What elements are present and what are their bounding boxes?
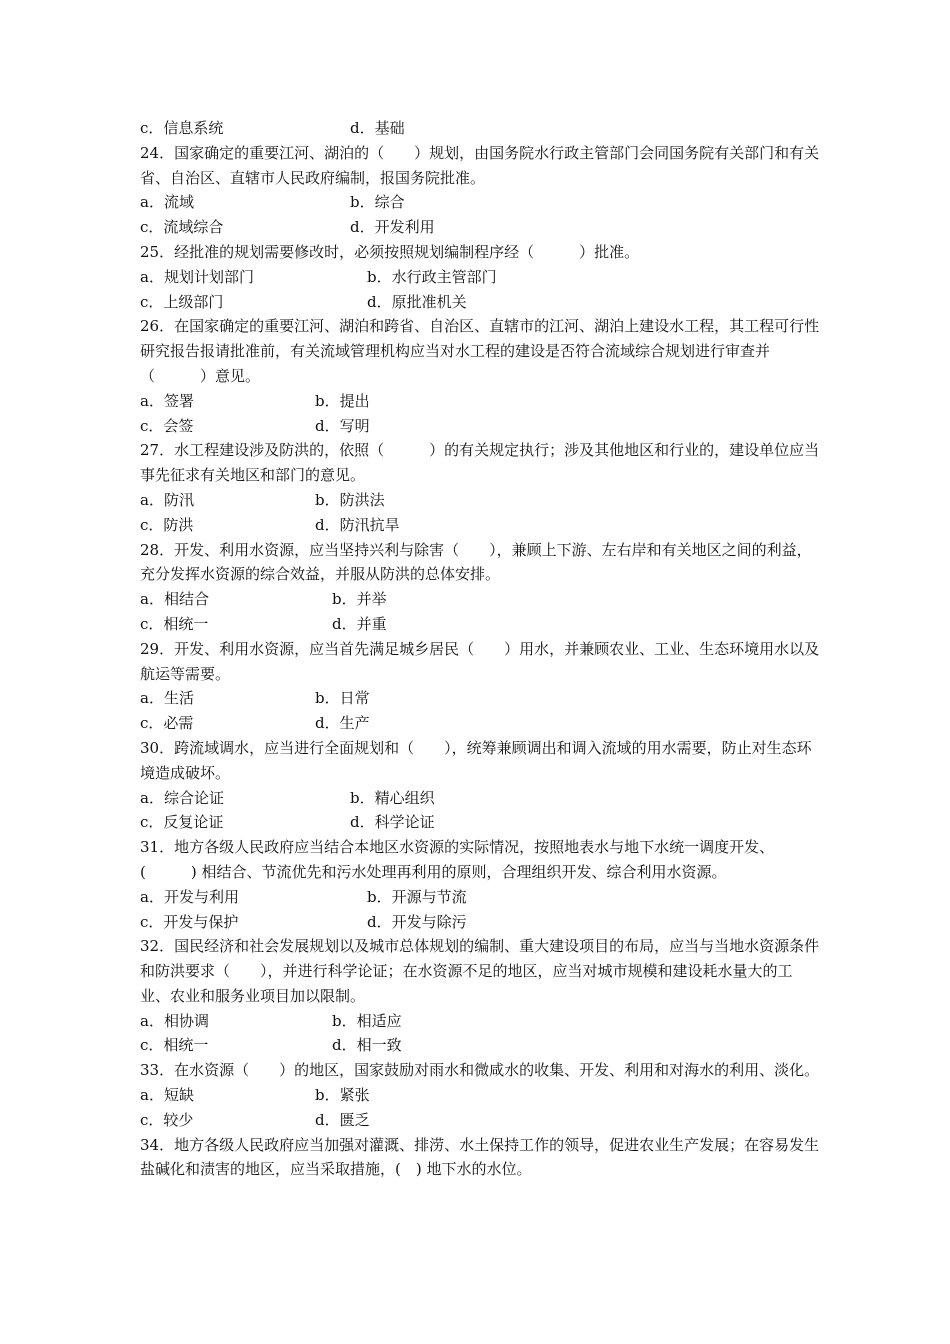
question-text: 29．开发、利用水资源，应当首先满足城乡居民（ ）用水，并兼顾农业、工业、生态环境用水以及航运等需要。 xyxy=(140,639,820,683)
option-right: d．相一致 xyxy=(332,1036,402,1055)
option-right: b．紧张 xyxy=(315,1086,370,1105)
option-right: b．防洪法 xyxy=(315,490,385,509)
option-row xyxy=(140,587,820,612)
question-list xyxy=(140,116,820,1182)
option-left: c．开发与保护 xyxy=(140,912,239,931)
option-left: a．开发与利用 xyxy=(140,887,239,906)
option-left: a．相结合 xyxy=(140,590,209,609)
option-left: a．短缺 xyxy=(140,1086,194,1105)
option-left: c．较少 xyxy=(140,1110,194,1129)
option-right: d．科学论证 xyxy=(350,813,435,832)
option-right: b．并举 xyxy=(332,590,387,609)
question-text: 27．水工程建设涉及防洪的，依照（ ）的有关规定执行；涉及其他地区和行业的，建设单位应当事先征求有关地区和部门的意见。 xyxy=(140,441,820,485)
option-right: d．原批准机关 xyxy=(367,292,467,311)
option-right: b．水行政主管部门 xyxy=(367,267,497,286)
option-left: c．上级部门 xyxy=(140,292,224,311)
option-row xyxy=(140,414,820,439)
option-left: c．反复论证 xyxy=(140,813,224,832)
option-row xyxy=(140,290,820,315)
option-row xyxy=(140,513,820,538)
question-text: 30．跨流域调水，应当进行全面规划和（ ），统筹兼顾调出和调入流域的用水需要，防止对生态环境造成破坏。 xyxy=(140,738,812,782)
option-right: d．并重 xyxy=(332,614,387,633)
question-text: 24．国家确定的重要江河、湖泊的（ ）规划，由国务院水行政主管部门会同国务院有关部门和有关省、自治区、直辖市人民政府编制，报国务院批准。 xyxy=(140,143,820,187)
option-row xyxy=(140,910,820,935)
question-text: 28．开发、利用水资源，应当坚持兴利与除害（ ），兼顾上下游、左右岸和有关地区之间的利益，充分发挥水资源的综合效益，并服从防洪的总体安排。 xyxy=(140,540,812,584)
option-right: d．匮乏 xyxy=(315,1110,370,1129)
option-row xyxy=(140,190,820,215)
option-row xyxy=(140,686,820,711)
question-text: 32．国民经济和社会发展规划以及城市总体规划的编制、重大建设项目的布局，应当与当地水资源条件和防洪要求（ ），并进行科学论证；在水资源不足的地区，应当对城市规模和建设耗水量大的工业、农业和服务业项目加以限制。 xyxy=(140,937,820,1005)
option-left: c．会签 xyxy=(140,416,194,435)
option-left: c．防洪 xyxy=(140,515,194,534)
option-right: d．基础 xyxy=(350,119,405,137)
question-text: 25．经批准的规划需要修改时，必须按照规划编制程序经（ ）批准。 xyxy=(140,242,640,261)
option-row xyxy=(140,116,820,141)
question-text: 33．在水资源（ ）的地区，国家鼓励对雨水和微咸水的收集、开发、利用和对海水的利用、淡化。 xyxy=(140,1061,820,1080)
option-right: b．开源与节流 xyxy=(367,887,467,906)
option-row xyxy=(140,1009,820,1034)
option-row xyxy=(140,885,820,910)
option-row xyxy=(140,612,820,637)
option-left: a．生活 xyxy=(140,689,194,708)
option-left: c．信息系统 xyxy=(140,119,224,137)
option-row xyxy=(140,1033,820,1058)
option-right: d．开发与除污 xyxy=(367,912,467,931)
option-row xyxy=(140,488,820,513)
option-left: a．流域 xyxy=(140,193,194,212)
option-right: b．综合 xyxy=(350,193,405,212)
question-text: 34．地方各级人民政府应当加强对灌溉、排涝、水土保持工作的领导，促进农业生产发展；在容易发生盐碱化和渍害的地区，应当采取措施，( ) 地下水的水位。 xyxy=(140,1135,820,1179)
option-left: a．签署 xyxy=(140,391,194,410)
option-left: c．必需 xyxy=(140,714,194,733)
option-row xyxy=(140,711,820,736)
option-right: b．精心组织 xyxy=(350,788,435,807)
option-left: a．规划计划部门 xyxy=(140,267,254,286)
question-text: 31．地方各级人民政府应当结合本地区水资源的实际情况，按照地表水与地下水统一调度开发、( ) 相结合、节流优先和污水处理再利用的原则，合理组织开发、综合利用水资源。 xyxy=(140,838,775,881)
option-row xyxy=(140,215,820,240)
question-text: 26．在国家确定的重要江河、湖泊和跨省、自治区、直辖市的江河、湖泊上建设水工程，其工程可行性研究报告报请批准前，有关流域管理机构应当对水工程的建设是否符合流域综合规划进行审查并（ ）意见。 xyxy=(140,317,820,385)
option-left: c．流域综合 xyxy=(140,218,224,237)
option-left: a．相协调 xyxy=(140,1011,209,1030)
option-right: b．提出 xyxy=(315,391,370,410)
option-left: c．相统一 xyxy=(140,614,209,633)
option-right: b．日常 xyxy=(315,689,370,708)
option-right: b．相适应 xyxy=(332,1011,402,1030)
option-right: d．写明 xyxy=(315,416,370,435)
option-right: d．防汛抗旱 xyxy=(315,515,400,534)
option-row xyxy=(140,1083,820,1108)
option-row xyxy=(140,810,820,835)
option-row xyxy=(140,1108,820,1133)
option-left: c．相统一 xyxy=(140,1036,209,1055)
option-right: d．开发利用 xyxy=(350,218,435,237)
option-left: a．综合论证 xyxy=(140,788,224,807)
option-right: d．生产 xyxy=(315,714,370,733)
option-row xyxy=(140,265,820,290)
option-row xyxy=(140,389,820,414)
option-left: a．防汛 xyxy=(140,490,194,509)
option-row xyxy=(140,786,820,811)
